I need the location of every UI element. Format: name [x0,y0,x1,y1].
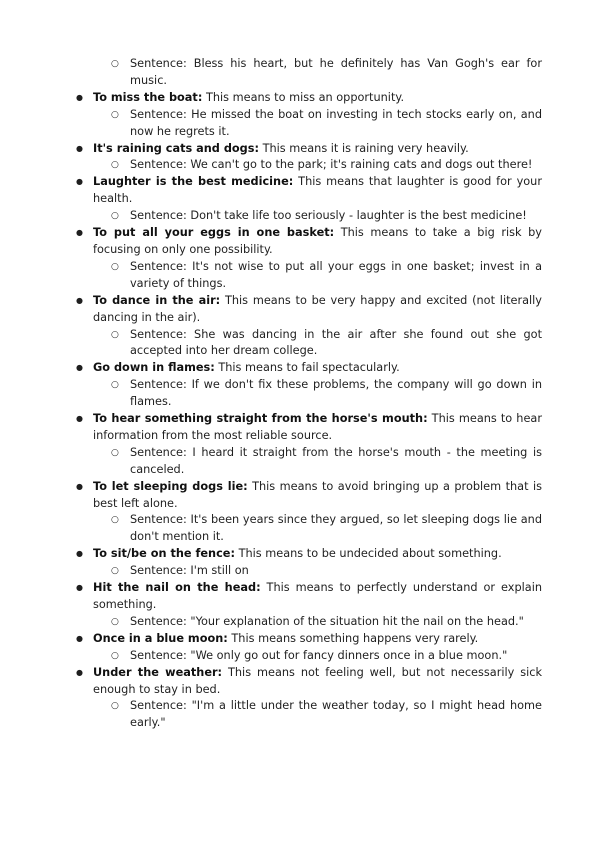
idiom-item [93,141,542,158]
idiom-item [93,225,542,259]
idiom-term: To hear something straight from the horse's mouth: [93,412,428,426]
document-page [0,56,600,732]
idiom-sentence: ○ Sentence: It's not wise to put all your eggs in one basket; invest in a variety of things. [130,259,542,293]
idiom-term: Laughter is the best medicine: [93,175,294,189]
idiom-item [93,580,542,614]
idiom-sentence: ○ Sentence: "We only go out for fancy dinners once in a blue moon." [130,648,542,665]
idiom-definition: This means that laughter is good for your health. [93,175,542,206]
idiom-term: Under the weather: [93,665,223,679]
idiom-definition: This means to hear information from the most reliable source. [93,412,542,442]
idiom-definition: This means to take a big risk by focusing on only one possibility. [93,226,542,256]
idiom-sentence: ○ Sentence: He missed the boat on investing in tech stocks early on, and now he regrets it. [130,107,542,141]
idiom-sentence: ○ Sentence: If we don't fix these problems, the company will go down in flames. [130,377,542,411]
idiom-term: It's raining cats and dogs: [93,141,260,155]
idiom-definition: This means to fail spectacularly. [214,361,400,375]
idiom-definition: This means to miss an opportunity. [202,90,405,104]
idiom-definition: This means it is raining very heavily. [259,141,469,155]
idiom-definition: This means not feeling well, but not necessarily sick enough to stay in bed. [93,665,542,696]
idiom-sentence: ○ Sentence: I'm still on [130,563,542,580]
continued-sentence: ○ Sentence: Bless his heart, but he definitely has Van Gogh's ear for music. [130,56,542,90]
idiom-term: To let sleeping dogs lie: [93,479,248,493]
idiom-definition: This means to avoid bringing up a problem that is best left alone. [93,479,542,510]
idiom-item [93,90,542,107]
idiom-item [93,631,542,648]
idiom-term: To miss the boat: [93,90,203,104]
idiom-sentence: ○ Sentence: I heard it straight from the horse's mouth - the meeting is canceled. [130,445,542,479]
idiom-definition: This means to be undecided about something. [234,547,502,561]
idiom-sentence: ○ Sentence: It's been years since they argued, so let sleeping dogs lie and don't mention it. [130,512,542,546]
idiom-item [93,665,542,699]
idiom-term: Hit the nail on the head: [93,581,261,595]
idiom-definition: This means to be very happy and excited (not literally dancing in the air). [93,293,542,324]
idiom-item [93,293,542,327]
idiom-item [93,360,542,377]
idiom-sentence: ○ Sentence: Don't take life too seriously - laughter is the best medicine! [130,208,542,225]
idiom-sentence: ○ Sentence: "I'm a little under the weather today, so I might head home early." [130,698,542,732]
idiom-sentence: ○ Sentence: "Your explanation of the situation hit the nail on the head." [130,614,542,631]
idiom-term: To dance in the air: [93,293,221,307]
idiom-term: To sit/be on the fence: [93,547,235,561]
idiom-sentence: ○ Sentence: We can't go to the park; it's raining cats and dogs out there! [130,157,542,174]
idiom-item [93,411,542,445]
idiom-item [93,174,542,208]
idiom-definition: This means something happens very rarely. [227,631,479,645]
idiom-term: Go down in flames: [93,361,215,375]
idiom-definition: This means to perfectly understand or explain something. [93,581,542,611]
idiom-term: Once in a blue moon: [93,631,228,645]
idiom-item [93,479,542,513]
idiom-sentence: ○ Sentence: She was dancing in the air after she found out she got accepted into her dream college. [130,327,542,361]
idiom-term: To put all your eggs in one basket: [93,226,335,240]
idiom-item [93,546,542,563]
